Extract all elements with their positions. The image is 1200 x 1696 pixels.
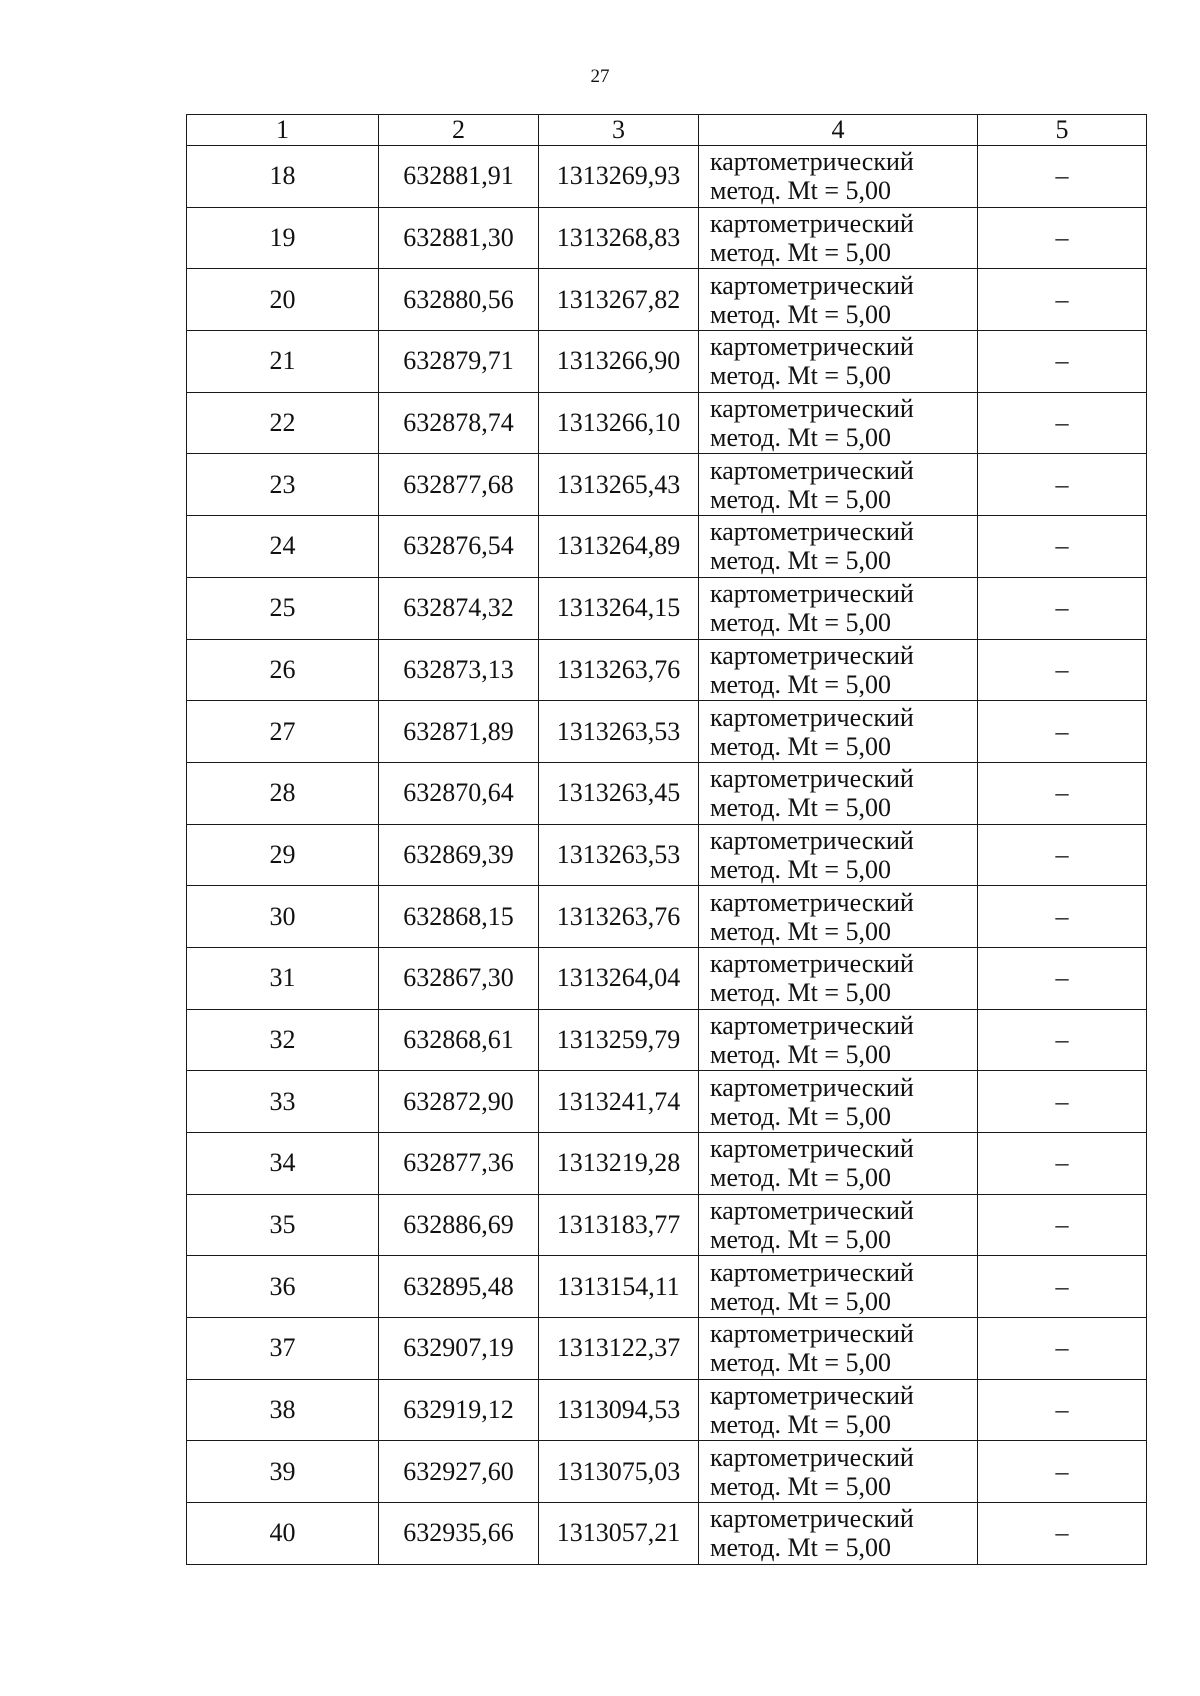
- point-number: 23: [187, 454, 379, 516]
- method-line-2: метод. Mt = 5,00: [710, 484, 891, 514]
- column-header-5: 5: [978, 115, 1147, 146]
- table-row: [187, 392, 1147, 454]
- y-coordinate: 1313265,43: [539, 454, 699, 516]
- method-line-1: картометрический: [710, 579, 914, 609]
- y-coordinate: 1313183,77: [539, 1194, 699, 1256]
- method-line-1: картометрический: [710, 517, 914, 547]
- method-cell: [699, 947, 978, 1009]
- y-coordinate: 1313154,11: [539, 1256, 699, 1318]
- y-coordinate: 1313259,79: [539, 1009, 699, 1071]
- table-row: [187, 701, 1147, 763]
- point-number: 26: [187, 639, 379, 701]
- x-coordinate: 632869,39: [379, 824, 539, 886]
- column-header-2: 2: [379, 115, 539, 146]
- x-coordinate: 632873,13: [379, 639, 539, 701]
- x-coordinate: 632867,30: [379, 947, 539, 1009]
- method-line-1: картометрический: [710, 1381, 914, 1411]
- point-number: 27: [187, 701, 379, 763]
- x-coordinate: 632872,90: [379, 1071, 539, 1133]
- note-dash: –: [978, 331, 1147, 393]
- method-line-2: метод. Mt = 5,00: [710, 1348, 891, 1378]
- method-cell: [699, 1009, 978, 1071]
- table-row: [187, 207, 1147, 269]
- x-coordinate: 632919,12: [379, 1379, 539, 1441]
- method-line-2: метод. Mt = 5,00: [710, 608, 891, 638]
- method-line-2: метод. Mt = 5,00: [710, 669, 891, 699]
- x-coordinate: 632881,30: [379, 207, 539, 269]
- method-line-2: метод. Mt = 5,00: [710, 916, 891, 946]
- point-number: 19: [187, 207, 379, 269]
- method-line-1: картометрический: [710, 1134, 914, 1164]
- x-coordinate: 632935,66: [379, 1503, 539, 1565]
- note-dash: –: [978, 701, 1147, 763]
- method-line-2: метод. Mt = 5,00: [710, 1225, 891, 1255]
- table-row: [187, 331, 1147, 393]
- y-coordinate: 1313264,15: [539, 577, 699, 639]
- method-line-1: картометрический: [710, 1442, 914, 1472]
- x-coordinate: 632881,91: [379, 146, 539, 208]
- table-row: [187, 762, 1147, 824]
- y-coordinate: 1313267,82: [539, 269, 699, 331]
- point-number: 28: [187, 762, 379, 824]
- method-cell: [699, 639, 978, 701]
- y-coordinate: 1313219,28: [539, 1133, 699, 1195]
- method-line-1: картометрический: [710, 270, 914, 300]
- method-line-2: метод. Mt = 5,00: [710, 238, 891, 268]
- x-coordinate: 632874,32: [379, 577, 539, 639]
- note-dash: –: [978, 1503, 1147, 1565]
- table-row: [187, 516, 1147, 578]
- point-number: 37: [187, 1318, 379, 1380]
- y-coordinate: 1313263,53: [539, 824, 699, 886]
- method-line-2: метод. Mt = 5,00: [710, 176, 891, 206]
- method-cell: [699, 269, 978, 331]
- table-row: [187, 1379, 1147, 1441]
- method-line-1: картометрический: [710, 764, 914, 794]
- method-line-1: картометрический: [710, 825, 914, 855]
- point-number: 21: [187, 331, 379, 393]
- table-row: [187, 886, 1147, 948]
- method-line-2: метод. Mt = 5,00: [710, 731, 891, 761]
- point-number: 25: [187, 577, 379, 639]
- point-number: 24: [187, 516, 379, 578]
- method-line-1: картометрический: [710, 949, 914, 979]
- point-number: 31: [187, 947, 379, 1009]
- method-cell: [699, 1071, 978, 1133]
- note-dash: –: [978, 577, 1147, 639]
- x-coordinate: 632871,89: [379, 701, 539, 763]
- method-cell: [699, 1256, 978, 1318]
- note-dash: –: [978, 1133, 1147, 1195]
- point-number: 40: [187, 1503, 379, 1565]
- method-cell: [699, 1503, 978, 1565]
- point-number: 20: [187, 269, 379, 331]
- table-header-row: [187, 115, 1147, 146]
- note-dash: –: [978, 639, 1147, 701]
- x-coordinate: 632870,64: [379, 762, 539, 824]
- method-line-2: метод. Mt = 5,00: [710, 793, 891, 823]
- method-line-1: картометрический: [710, 640, 914, 670]
- method-cell: [699, 1133, 978, 1195]
- note-dash: –: [978, 1194, 1147, 1256]
- x-coordinate: 632886,69: [379, 1194, 539, 1256]
- table-row: [187, 1441, 1147, 1503]
- table-row: [187, 269, 1147, 331]
- y-coordinate: 1313264,04: [539, 947, 699, 1009]
- page-number: 27: [590, 66, 610, 87]
- table-row: [187, 639, 1147, 701]
- table-row: [187, 1071, 1147, 1133]
- y-coordinate: 1313264,89: [539, 516, 699, 578]
- table-row: [187, 146, 1147, 208]
- method-line-1: картометрический: [710, 1319, 914, 1349]
- method-line-2: метод. Mt = 5,00: [710, 978, 891, 1008]
- method-line-1: картометрический: [710, 147, 914, 177]
- method-cell: [699, 577, 978, 639]
- method-cell: [699, 331, 978, 393]
- point-number: 29: [187, 824, 379, 886]
- method-line-2: метод. Mt = 5,00: [710, 1533, 891, 1563]
- x-coordinate: 632907,19: [379, 1318, 539, 1380]
- note-dash: –: [978, 392, 1147, 454]
- y-coordinate: 1313241,74: [539, 1071, 699, 1133]
- method-line-1: картометрический: [710, 455, 914, 485]
- note-dash: –: [978, 1379, 1147, 1441]
- y-coordinate: 1313269,93: [539, 146, 699, 208]
- y-coordinate: 1313075,03: [539, 1441, 699, 1503]
- y-coordinate: 1313263,76: [539, 886, 699, 948]
- method-line-2: метод. Mt = 5,00: [710, 1039, 891, 1069]
- table-row: [187, 1256, 1147, 1318]
- note-dash: –: [978, 1318, 1147, 1380]
- note-dash: –: [978, 207, 1147, 269]
- method-cell: [699, 146, 978, 208]
- method-cell: [699, 762, 978, 824]
- column-header-3: 3: [539, 115, 699, 146]
- note-dash: –: [978, 146, 1147, 208]
- coordinates-table: [186, 114, 1147, 1565]
- note-dash: –: [978, 1256, 1147, 1318]
- method-line-1: картометрический: [710, 887, 914, 917]
- method-line-1: картометрический: [710, 332, 914, 362]
- point-number: 33: [187, 1071, 379, 1133]
- y-coordinate: 1313057,21: [539, 1503, 699, 1565]
- note-dash: –: [978, 1071, 1147, 1133]
- method-cell: [699, 824, 978, 886]
- method-line-2: метод. Mt = 5,00: [710, 1101, 891, 1131]
- table-row: [187, 1318, 1147, 1380]
- method-cell: [699, 886, 978, 948]
- method-cell: [699, 207, 978, 269]
- x-coordinate: 632877,36: [379, 1133, 539, 1195]
- table-row: [187, 577, 1147, 639]
- method-line-2: метод. Mt = 5,00: [710, 546, 891, 576]
- x-coordinate: 632927,60: [379, 1441, 539, 1503]
- note-dash: –: [978, 762, 1147, 824]
- method-line-2: метод. Mt = 5,00: [710, 1286, 891, 1316]
- x-coordinate: 632877,68: [379, 454, 539, 516]
- method-line-2: метод. Mt = 5,00: [710, 854, 891, 884]
- note-dash: –: [978, 269, 1147, 331]
- table-row: [187, 1133, 1147, 1195]
- note-dash: –: [978, 824, 1147, 886]
- point-number: 30: [187, 886, 379, 948]
- method-line-1: картометрический: [710, 1010, 914, 1040]
- method-line-1: картометрический: [710, 209, 914, 239]
- x-coordinate: 632868,15: [379, 886, 539, 948]
- method-cell: [699, 516, 978, 578]
- method-cell: [699, 1318, 978, 1380]
- y-coordinate: 1313266,10: [539, 392, 699, 454]
- point-number: 39: [187, 1441, 379, 1503]
- note-dash: –: [978, 886, 1147, 948]
- method-line-1: картометрический: [710, 702, 914, 732]
- point-number: 36: [187, 1256, 379, 1318]
- method-line-1: картометрический: [710, 1257, 914, 1287]
- point-number: 34: [187, 1133, 379, 1195]
- method-line-2: метод. Mt = 5,00: [710, 1471, 891, 1501]
- table-row: [187, 824, 1147, 886]
- method-cell: [699, 454, 978, 516]
- method-line-2: метод. Mt = 5,00: [710, 299, 891, 329]
- table-row: [187, 1194, 1147, 1256]
- method-cell: [699, 701, 978, 763]
- note-dash: –: [978, 1009, 1147, 1071]
- method-cell: [699, 1379, 978, 1441]
- method-cell: [699, 1194, 978, 1256]
- column-header-4: 4: [699, 115, 978, 146]
- point-number: 38: [187, 1379, 379, 1441]
- table-row: [187, 1009, 1147, 1071]
- point-number: 32: [187, 1009, 379, 1071]
- y-coordinate: 1313263,45: [539, 762, 699, 824]
- y-coordinate: 1313122,37: [539, 1318, 699, 1380]
- x-coordinate: 632878,74: [379, 392, 539, 454]
- x-coordinate: 632868,61: [379, 1009, 539, 1071]
- method-cell: [699, 1441, 978, 1503]
- point-number: 22: [187, 392, 379, 454]
- method-line-2: метод. Mt = 5,00: [710, 1410, 891, 1440]
- x-coordinate: 632895,48: [379, 1256, 539, 1318]
- note-dash: –: [978, 1441, 1147, 1503]
- method-line-1: картометрический: [710, 1504, 914, 1534]
- method-line-2: метод. Mt = 5,00: [710, 1163, 891, 1193]
- point-number: 35: [187, 1194, 379, 1256]
- point-number: 18: [187, 146, 379, 208]
- y-coordinate: 1313268,83: [539, 207, 699, 269]
- table-row: [187, 1503, 1147, 1565]
- method-line-1: картометрический: [710, 394, 914, 424]
- method-cell: [699, 392, 978, 454]
- method-line-1: картометрический: [710, 1072, 914, 1102]
- column-header-1: 1: [187, 115, 379, 146]
- table-row: [187, 454, 1147, 516]
- method-line-2: метод. Mt = 5,00: [710, 423, 891, 453]
- y-coordinate: 1313263,53: [539, 701, 699, 763]
- method-line-2: метод. Mt = 5,00: [710, 361, 891, 391]
- x-coordinate: 632880,56: [379, 269, 539, 331]
- note-dash: –: [978, 947, 1147, 1009]
- table-row: [187, 947, 1147, 1009]
- y-coordinate: 1313094,53: [539, 1379, 699, 1441]
- y-coordinate: 1313263,76: [539, 639, 699, 701]
- method-line-1: картометрический: [710, 1196, 914, 1226]
- note-dash: –: [978, 454, 1147, 516]
- y-coordinate: 1313266,90: [539, 331, 699, 393]
- x-coordinate: 632879,71: [379, 331, 539, 393]
- note-dash: –: [978, 516, 1147, 578]
- x-coordinate: 632876,54: [379, 516, 539, 578]
